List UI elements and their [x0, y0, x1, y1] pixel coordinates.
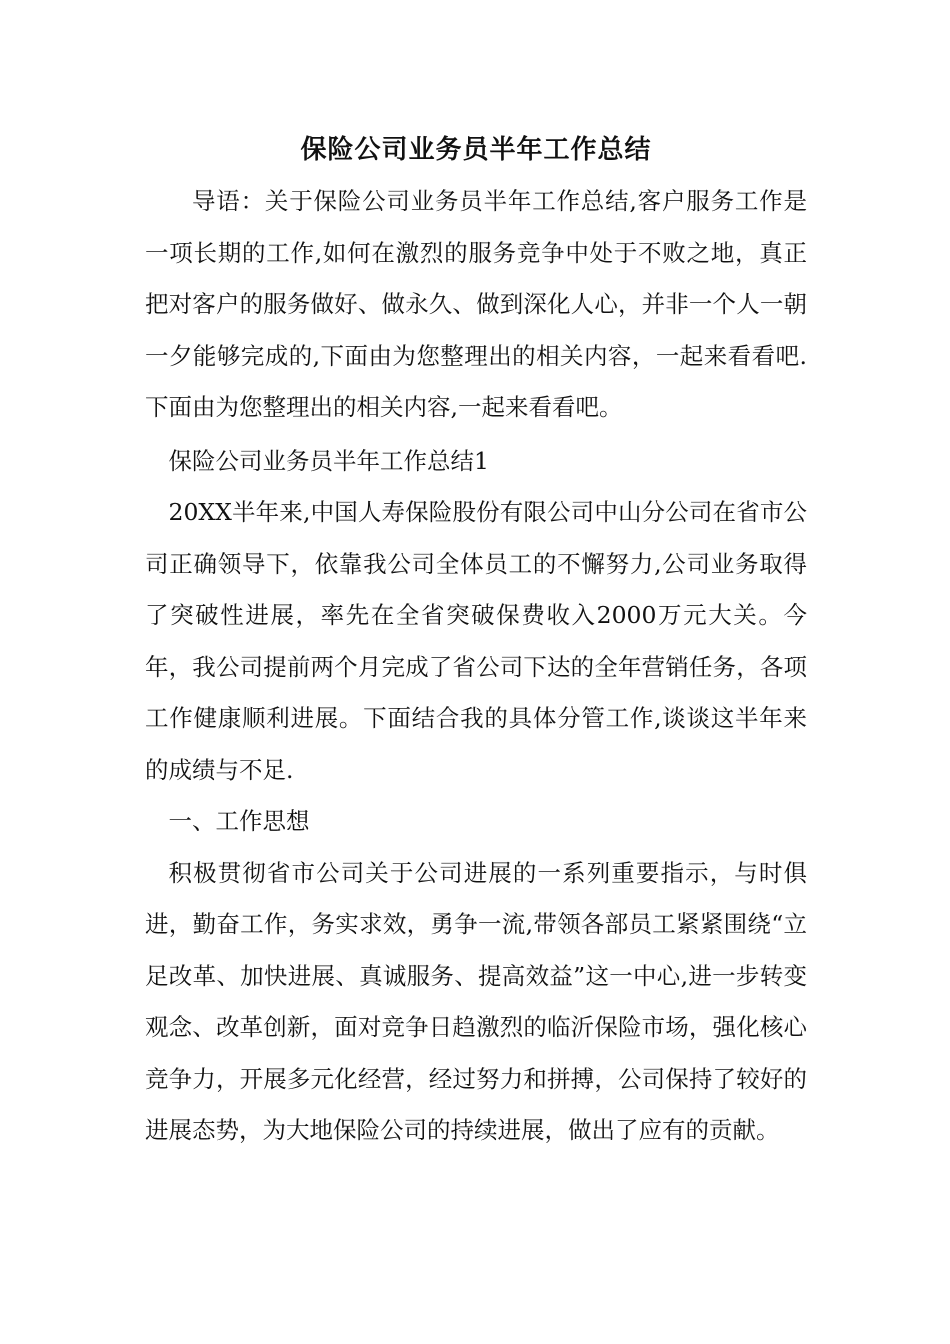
- document-page: [145, 128, 807, 1157]
- body-paragraph-1: 20XX半年来,中国人寿保险股份有限公司中山分公司在省市公司正确领导下，依靠我公司全体员工的不懈努力,公司业务取得了突破性进展，率先在全省突破保费收入2000万元大关。今年，我公司提前两个月完成了省公司下达的全年营销任务，各项工作健康顺利进展。下面结合我的具体分管工作,谈谈这半年来的成绩与不足.: [145, 498, 807, 784]
- intro-paragraph: 导语：关于保险公司业务员半年工作总结,客户服务工作是一项长期的工作,如何在激烈的服务竞争中处于不败之地，真正把对客户的服务做好、做永久、做到深化人心，并非一个人一朝一夕能够完成的,下面由为您整理出的相关内容，一起来看看吧.下面由为您整理出的相关内容,一起来看看吧。: [145, 187, 807, 421]
- document-title: 保险公司业务员半年工作总结: [300, 135, 652, 165]
- body-paragraph-2: 积极贯彻省市公司关于公司进展的一系列重要指示，与时俱进，勤奋工作，务实求效，勇争一流,带领各部员工紧紧围绕“立足改革、加快进展、真诚服务、提高效益”这一中心,进一步转变观念、改革创新，面对竞争日趋激烈的临沂保险市场，强化核心竞争力，开展多元化经营，经过努力和拼搏，公司保持了较好的进展态势，为大地保险公司的持续进展，做出了应有的贡献。: [145, 858, 807, 1144]
- section-heading-1: 一、工作思想: [168, 807, 310, 835]
- section-title: 保险公司业务员半年工作总结1: [168, 446, 489, 475]
